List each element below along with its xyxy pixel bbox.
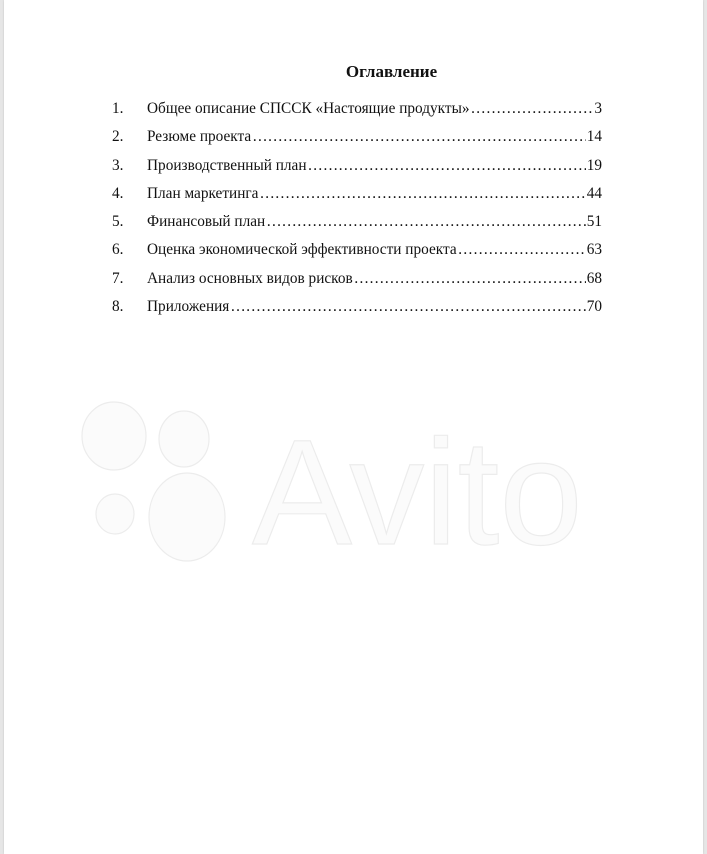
toc-leader-dots [308, 157, 586, 175]
toc-entry-page: 3 [594, 100, 602, 117]
toc-entry-number: 5. [112, 213, 124, 231]
toc-leader-dots [471, 100, 594, 118]
toc-entry-label: Приложения [147, 298, 230, 316]
toc-entry[interactable] [112, 298, 602, 326]
toc-entry[interactable] [112, 100, 602, 128]
toc-entry-number: 3. [112, 156, 124, 174]
toc-entry-label: Общее описание СПССК «Настоящие продукты» [147, 100, 470, 117]
watermark-text: Avito [252, 408, 583, 562]
toc-entry[interactable] [112, 270, 602, 298]
table-of-contents [112, 100, 602, 326]
toc-entry-label: Производственный план [147, 156, 307, 174]
toc-entry-number: 1. [112, 100, 124, 117]
toc-entry-page: 68 [586, 269, 602, 287]
toc-entry-page: 63 [586, 241, 602, 259]
toc-entry-label: Резюме проекта [147, 128, 252, 146]
toc-leader-dots [230, 298, 585, 316]
toc-entry-number: 4. [112, 184, 124, 202]
toc-entry-label: План маркетинга [147, 184, 259, 202]
toc-title: Оглавление [345, 62, 438, 81]
toc-entry-page: 70 [586, 298, 602, 316]
avito-logo-icon [82, 402, 225, 561]
toc-leader-dots [354, 270, 586, 288]
toc-entry-label: Оценка экономической эффективности проекта [147, 241, 457, 259]
toc-entry-page: 19 [586, 156, 602, 174]
toc-entry-number: 2. [112, 128, 124, 146]
toc-entry-number: 8. [112, 298, 124, 316]
toc-entry-label: Финансовый план [147, 213, 266, 231]
toc-entry[interactable] [112, 128, 602, 156]
toc-leader-dots [458, 241, 586, 259]
toc-leader-dots [259, 185, 585, 203]
document-page [4, 0, 703, 854]
toc-leader-dots [266, 213, 586, 231]
toc-entry-number: 6. [112, 241, 124, 259]
toc-entry-number: 7. [112, 269, 124, 287]
toc-entry-page: 51 [586, 213, 602, 231]
toc-entry[interactable] [112, 241, 602, 269]
toc-leader-dots [252, 128, 586, 146]
toc-entry[interactable] [112, 185, 602, 213]
toc-entry[interactable] [112, 157, 602, 185]
avito-watermark [72, 392, 652, 562]
toc-entry[interactable] [112, 213, 602, 241]
toc-entry-page: 44 [586, 184, 602, 202]
toc-entry-label: Анализ основных видов рисков [147, 269, 353, 287]
toc-entry-page: 14 [586, 128, 602, 146]
